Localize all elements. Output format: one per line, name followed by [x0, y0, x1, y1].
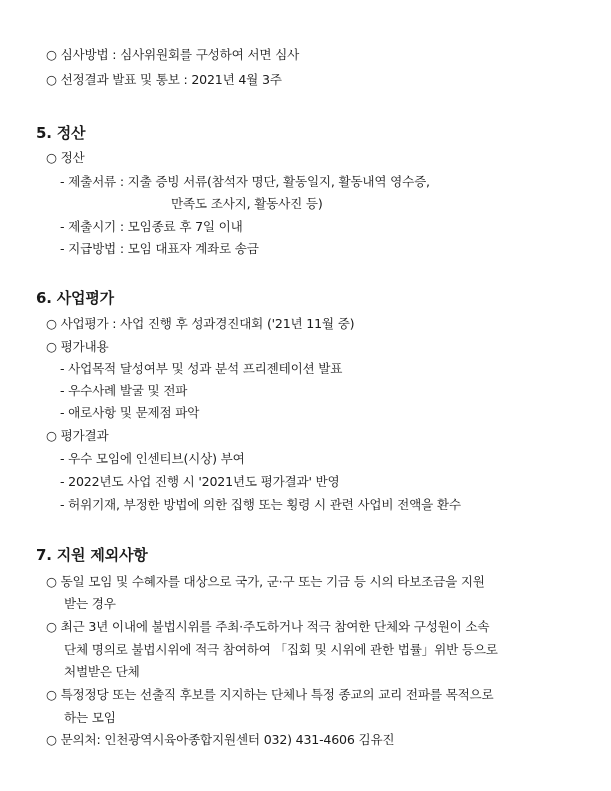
evaluation-content-3: - 애로사항 및 문제점 파악	[60, 405, 200, 420]
exclusion-3-continued: 하는 모임	[64, 710, 116, 725]
payment-method-line: - 지급방법 : 모임 대표자 계좌로 송금	[60, 241, 259, 256]
section-6-heading: 6. 사업평가	[36, 289, 114, 307]
evaluation-item: ○ 사업평가 : 사업 진행 후 성과경진대회 ('21년 11월 중)	[46, 316, 355, 331]
section-5-heading: 5. 정산	[36, 124, 86, 142]
settlement-item: ○ 정산	[46, 150, 85, 165]
exclusion-2: ○ 최근 3년 이내에 불법시위를 주최·주도하거나 적극 참여한 단체와 구성원이 소속	[46, 619, 490, 634]
exclusion-2-continued-2: 처벌받은 단체	[64, 664, 140, 679]
submission-period-line: - 제출시기 : 모임종료 후 7일 이내	[60, 219, 243, 234]
submission-docs-continued: 만족도 조사지, 활동사진 등)	[171, 196, 323, 211]
evaluation-result-2: - 2022년도 사업 진행 시 '2021년도 평가결과' 반영	[60, 474, 340, 489]
evaluation-result-1: - 우수 모임에 인센티브(시상) 부여	[60, 451, 245, 466]
evaluation-content-item: ○ 평가내용	[46, 339, 109, 354]
exclusion-1: ○ 동일 모임 및 수혜자를 대상으로 국가, 군·구 또는 기금 등 시의 타보조금을 지원	[46, 574, 485, 589]
exclusion-3: ○ 특정정당 또는 선출직 후보를 지지하는 단체나 특정 종교의 교리 전파를 목적으로	[46, 687, 494, 702]
exclusion-2-continued: 단체 명의로 불법시위에 적극 참여하여 「집회 및 시위에 관한 법률」위반 등으로	[64, 642, 498, 657]
evaluation-content-2: - 우수사례 발굴 및 전파	[60, 383, 188, 398]
submission-docs-line: - 제출서류 : 지출 증빙 서류(참석자 명단, 활동일지, 활동내역 영수증,	[60, 174, 430, 189]
section-7-heading: 7. 지원 제외사항	[36, 546, 148, 564]
evaluation-content-1: - 사업목적 달성여부 및 성과 분석 프리젠테이션 발표	[60, 361, 343, 376]
selection-result-line: ○ 선정결과 발표 및 통보 : 2021년 4월 3주	[46, 72, 282, 87]
review-method-line: ○ 심사방법 : 심사위원회를 구성하여 서면 심사	[46, 47, 300, 62]
exclusion-1-continued: 받는 경우	[64, 596, 116, 611]
evaluation-result-3: - 허위기재, 부정한 방법에 의한 집행 또는 횡령 시 관련 사업비 전액을 환수	[60, 497, 461, 512]
evaluation-result-item: ○ 평가결과	[46, 428, 109, 443]
contact-line: ○ 문의처: 인천광역시육아종합지원센터 032) 431-4606 김유진	[46, 732, 395, 747]
